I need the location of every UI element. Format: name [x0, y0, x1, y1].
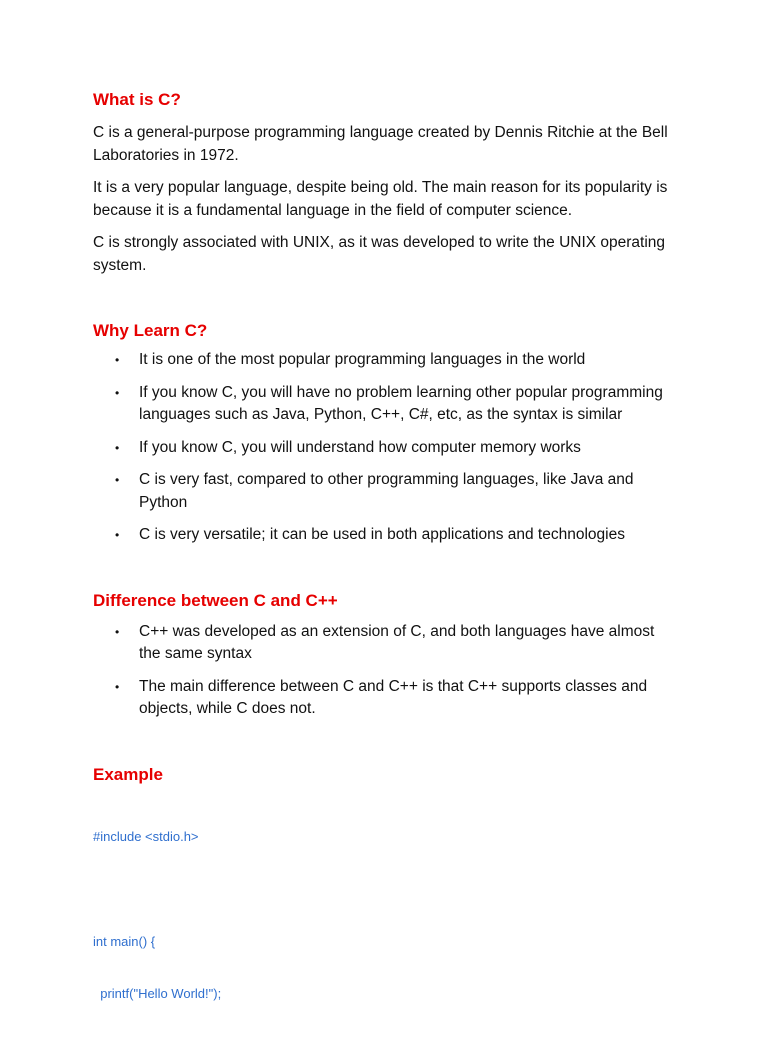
code-block — [93, 793, 672, 1038]
paragraph: C is strongly associated with UNIX, as it was developed to write the UNIX operating system. — [93, 234, 666, 274]
bullet-icon: • — [115, 440, 120, 455]
list-item — [93, 382, 672, 427]
bullet-icon: • — [115, 385, 120, 400]
heading-difference: Difference between C and C++ — [93, 590, 338, 610]
heading-example: Example — [93, 764, 163, 784]
list-item-text: If you know C, you will understand how computer memory works — [139, 438, 581, 456]
bullet-icon: • — [115, 624, 120, 639]
heading-why-learn-c: Why Learn C? — [93, 321, 208, 340]
difference-list — [93, 621, 672, 721]
list-item — [93, 349, 672, 372]
list-item-text: The main difference between C and C++ is that C++ supports classes and objects, while C does not. — [139, 677, 648, 717]
heading-what-is-c: What is C? — [93, 90, 181, 109]
bullet-icon: • — [115, 679, 120, 694]
list-item — [93, 437, 672, 460]
list-item — [93, 469, 672, 514]
paragraph: It is a very popular language, despite being old. The main reason for its popularity is because it is a fundamental language in the field of computer science. — [93, 179, 668, 219]
list-item-text: It is one of the most popular programming languages in the world — [139, 351, 586, 368]
why-learn-list — [93, 349, 672, 547]
list-item-text: If you know C, you will have no problem learning other popular programming languages such as Java, Python, C++, C#, etc, as the syntax is similar — [139, 383, 663, 423]
list-item — [93, 676, 672, 721]
bullet-icon: • — [115, 353, 120, 367]
bullet-icon: • — [115, 528, 120, 542]
list-item-text: C is very fast, compared to other programming languages, like Java and Python — [139, 471, 634, 511]
code-line: int main() { — [93, 933, 156, 949]
list-item — [93, 524, 672, 547]
code-line: #include <stdio.h> — [93, 828, 199, 844]
code-line — [93, 880, 672, 898]
bullet-icon: • — [115, 473, 120, 487]
list-item-text: C is very versatile; it can be used in both applications and technologies — [139, 526, 625, 543]
paragraph: C is a general-purpose programming language created by Dennis Ritchie at the Bell Laboratories in 1972. — [93, 124, 668, 164]
list-item-text: C++ was developed as an extension of C, and both languages have almost the same syntax — [139, 622, 655, 662]
code-line: printf("Hello World!"); — [93, 986, 222, 1001]
list-item — [93, 621, 672, 666]
